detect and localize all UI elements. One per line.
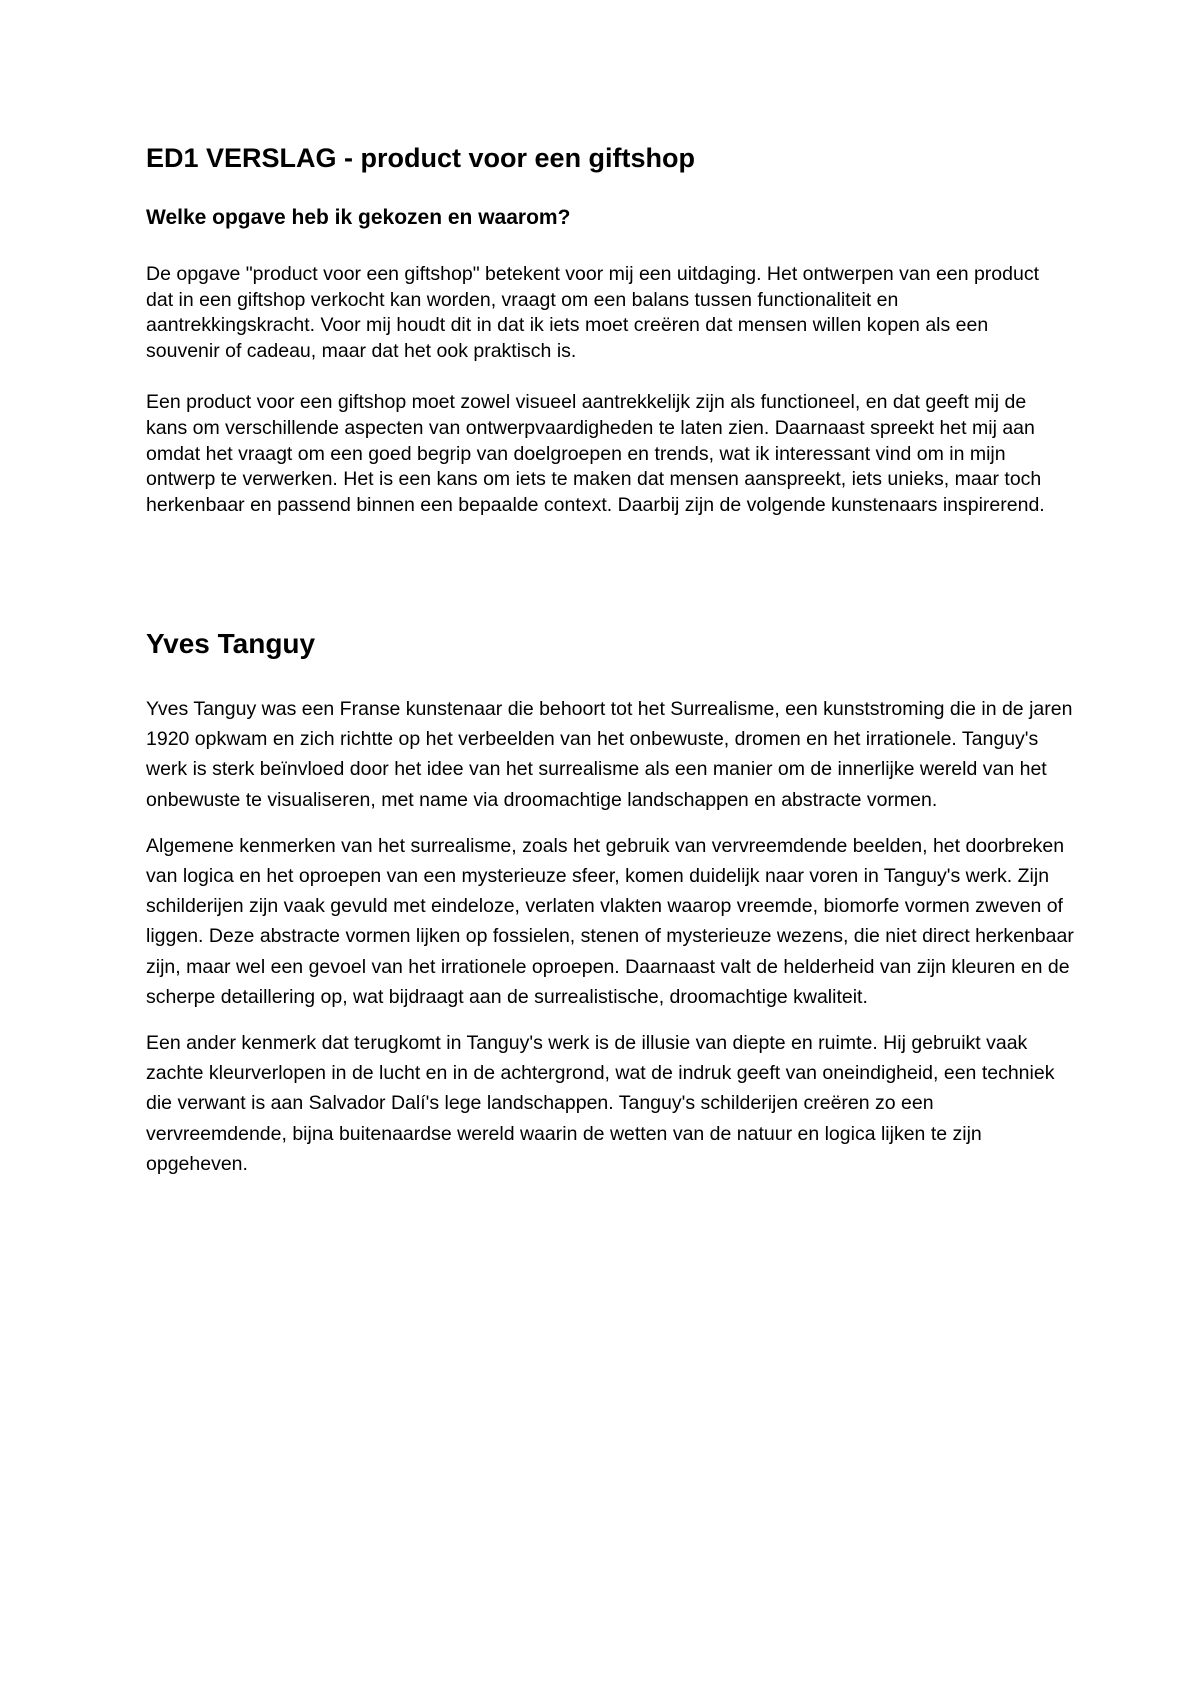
section-paragraph-3: Een ander kenmerk dat terugkomt in Tanguy's werk is de illusie van diepte en ruimte. Hij gebruikt vaak zachte kleurverlopen in de lucht en in de achtergrond, wat de indruk geeft van oneindigheid, een techniek die verwant is aan Salvador Dalí's lege landschappen. Tanguy's schilderijen creëren zo een vervreemdende, bijna buitenaardse wereld waarin de wetten van de natuur en logica lijken te zijn opgeheven. <box>146 1032 1055 1175</box>
section-heading: Yves Tanguy <box>146 628 316 659</box>
section-body <box>146 694 1076 1195</box>
question-heading: Welke opgave heb ik gekozen en waarom? <box>146 206 571 229</box>
section-paragraph-2: Algemene kenmerken van het surrealisme, zoals het gebruik van vervreemdende beelden, het doorbreken van logica en het oproepen van een mysterieuze sfeer, komen duidelijk naar voren in Tanguy's werk. Zijn schilderijen zijn vaak gevuld met eindeloze, verlaten vlakten waarop vreemde, biomorfe vormen zweven of liggen. Deze abstracte vormen lijken op fossielen, stenen of mysterieuze wezens, die niet direct herkenbaar zijn, maar wel een gevoel van het irrationele oproepen. Daarnaast valt de helderheid van zijn kleuren en de scherpe detaillering op, wat bijdraagt aan de surrealistische, droomachtige kwaliteit. <box>146 834 1074 1008</box>
intro-section <box>146 262 1066 544</box>
intro-paragraph-2: Een product voor een giftshop moet zowel visueel aantrekkelijk zijn als functioneel, en dat geeft mij de kans om verschillende aspecten van ontwerpvaardigheden te laten zien. Daarnaast spreekt het mij aan omdat het vraagt om een goed begrip van doelgroepen en trends, wat ik interessant vind om in mijn ontwerp te verwerken. Het is een kans om iets te maken dat mensen aanspreekt, iets unieks, maar toch herkenbaar en passend binnen een bepaalde context. Daarbij zijn de volgende kunstenaars inspirerend. <box>146 391 1045 516</box>
section-paragraph-1: Yves Tanguy was een Franse kunstenaar die behoort tot het Surrealisme, een kunststroming die in de jaren 1920 opkwam en zich richtte op het verbeelden van het onbewuste, dromen en het irrationele. Tanguy's werk is sterk beïnvloed door het idee van het surrealisme als een manier om de innerlijke wereld van het onbewuste te visualiseren, met name via droomachtige landschappen en abstracte vormen. <box>146 698 1073 811</box>
intro-paragraph-1: De opgave "product voor een giftshop" betekent voor mij een uitdaging. Het ontwerpen van een product dat in een giftshop verkocht kan worden, vraagt om een balans tussen functionaliteit en aantrekkingskracht. Voor mij houdt dit in dat ik iets moet creëren dat mensen willen kopen als een souvenir of cadeau, maar dat het ook praktisch is. <box>146 263 1040 362</box>
document-title: ED1 VERSLAG - product voor een giftshop <box>146 143 696 173</box>
